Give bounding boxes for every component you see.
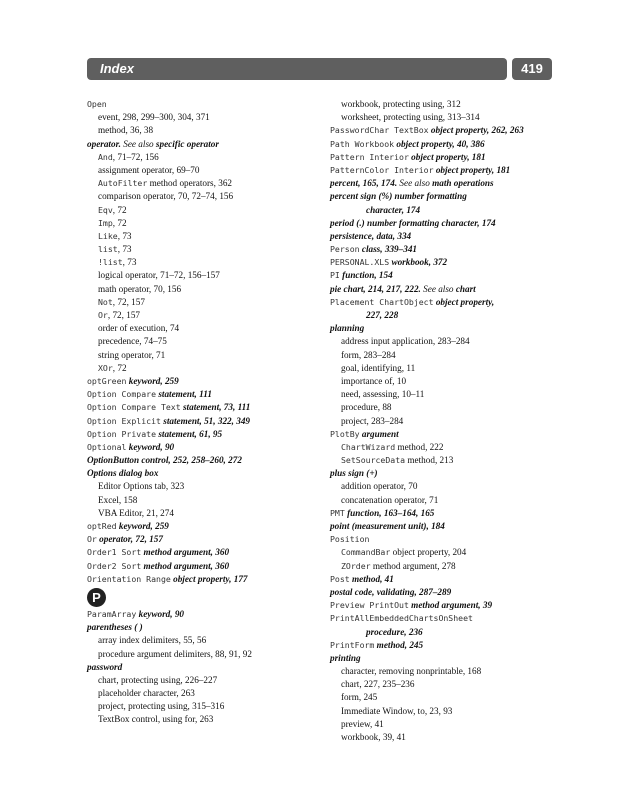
entry-text: Optional: [87, 441, 127, 452]
entry-text: need, assessing, 10–11: [341, 389, 425, 400]
entry-text: form, 283–284: [341, 349, 396, 360]
index-entry: [87, 608, 337, 621]
entry-text: period (.) number formatting character, 174: [330, 217, 496, 228]
entry-text: Eqv: [98, 204, 113, 215]
entry-text: addition operator, 70: [341, 481, 418, 492]
entry-text: math operator, 70, 156: [98, 283, 182, 294]
entry-text: Editor Options tab, 323: [98, 481, 185, 492]
index-entry: [330, 217, 580, 230]
entry-text: keyword, 90: [126, 441, 175, 452]
index-entry: [330, 533, 580, 546]
page-title: Index: [100, 61, 134, 76]
entry-text: operator, 72, 157: [96, 534, 163, 545]
index-subentry: [330, 309, 580, 322]
index-column-left: [87, 98, 337, 727]
index-subentry: [87, 296, 337, 309]
entry-text: Option Compare Text: [87, 402, 181, 413]
entry-text: plus sign (+): [330, 468, 378, 479]
entry-text: address input application, 283–284: [341, 336, 470, 347]
entry-text: OptionButton control, 252, 258–260, 272: [87, 455, 242, 466]
entry-text: statement, 51, 322, 349: [160, 415, 251, 426]
index-subentry: [330, 415, 580, 428]
index-subentry: [87, 111, 337, 124]
entry-text: planning: [330, 323, 365, 334]
index-entry: [87, 138, 337, 151]
entry-text: string operator, 71: [98, 349, 166, 360]
entry-text: Orientation Range: [87, 573, 171, 584]
index-entry: [330, 177, 580, 190]
entry-text: ChartWizard: [341, 441, 396, 452]
index-subentry: [330, 388, 580, 401]
entry-text: logical operator, 71–72, 156–157: [98, 270, 220, 281]
entry-text: Option Compare: [87, 389, 157, 400]
index-entry: [330, 599, 580, 612]
index-subentry: [330, 546, 580, 559]
entry-text: optRed: [87, 521, 117, 531]
entry-text: object property, 204: [390, 547, 467, 558]
entry-text: Options dialog box: [87, 468, 159, 479]
entry-text: Position: [330, 534, 370, 545]
entry-text: goal, identifying, 11: [341, 362, 416, 373]
index-subentry: [330, 98, 580, 111]
index-entry: [330, 256, 580, 269]
index-entry: [87, 388, 337, 401]
entry-text: PasswordChar TextBox: [330, 125, 429, 136]
entry-text: placeholder character, 263: [98, 688, 195, 699]
entry-text: importance of, 10: [341, 375, 407, 386]
index-entry: [330, 283, 580, 296]
index-subentry: [330, 626, 580, 639]
index-entry: [87, 520, 337, 533]
index-entry: [330, 520, 580, 533]
index-subentry: [87, 190, 337, 203]
entry-text: statement, 73, 111: [180, 402, 251, 413]
index-subentry: [330, 349, 580, 362]
entry-text: PlotBy: [330, 428, 360, 439]
index-subentry: [330, 494, 580, 507]
entry-text: method argument, 39: [408, 600, 493, 611]
entry-text: form, 245: [341, 692, 378, 703]
index-subentry: [87, 648, 337, 661]
index-subentry: [87, 164, 337, 177]
index-entry: [330, 164, 580, 177]
entry-text: VBA Editor, 21, 274: [98, 507, 174, 518]
index-entry: [87, 375, 337, 388]
entry-text: character, removing nonprintable, 168: [341, 666, 482, 677]
entry-text: array index delimiters, 55, 56: [98, 635, 207, 646]
page-number: 419: [521, 61, 543, 76]
index-subentry: [87, 269, 337, 282]
entry-text: object property, 181: [408, 151, 486, 162]
entry-text: Not: [98, 296, 113, 307]
entry-text: project, 283–284: [341, 415, 404, 426]
entry-text: PrintAllEmbeddedChartsOnSheet: [330, 613, 473, 624]
entry-text: method, 222: [395, 441, 444, 452]
index-subentry: [87, 349, 337, 362]
header-bar: [87, 58, 507, 80]
index-entry: [87, 454, 337, 467]
index-subentry: [87, 362, 337, 375]
index-subentry: [330, 454, 580, 467]
entry-text: Option Explicit: [87, 415, 161, 426]
index-entry: [87, 560, 337, 573]
index-entry: [330, 428, 580, 441]
entry-text: object property, 181: [433, 164, 511, 175]
entry-text: operator.: [87, 138, 121, 149]
entry-text: Person: [330, 244, 360, 255]
index-entry: [87, 467, 337, 480]
index-subentry: [330, 560, 580, 573]
entry-text: postal code, validating, 287–289: [330, 586, 452, 597]
index-subentry: [330, 362, 580, 375]
index-subentry: [330, 441, 580, 454]
index-entry: [330, 138, 580, 151]
entry-text: parentheses ( ): [87, 622, 143, 633]
entry-text: 227, 228: [366, 310, 399, 320]
entry-text: Post: [330, 573, 350, 584]
entry-text: Open: [87, 99, 107, 109]
index-subentry: [87, 243, 337, 256]
index-entry: [330, 190, 580, 203]
entry-text: , 72, 157: [107, 310, 141, 320]
index-subentry: [330, 665, 580, 678]
index-subentry: [87, 309, 337, 322]
index-subentry: [87, 124, 337, 137]
entry-text: chart, 227, 235–236: [341, 679, 415, 690]
entry-text: method argument, 278: [370, 560, 456, 571]
entry-text: character, 174: [366, 204, 421, 215]
index-entry: [330, 467, 580, 480]
entry-text: , 72: [112, 217, 127, 228]
index-subentry: [330, 731, 580, 744]
entry-text: event, 298, 299–300, 304, 371: [98, 112, 210, 123]
entry-text: statement, 111: [156, 389, 212, 400]
index-subentry: [87, 634, 337, 647]
index-subentry: [87, 204, 337, 217]
entry-text: optGreen: [87, 375, 127, 386]
entry-text: workbook, protecting using, 312: [341, 99, 461, 109]
entry-text: workbook, 372: [389, 257, 448, 268]
entry-text: , 72, 157: [112, 296, 145, 307]
entry-text: CommandBar: [341, 547, 391, 558]
entry-text: SetSourceData: [341, 455, 406, 466]
index-subentry: [330, 678, 580, 691]
entry-text: Option Private: [87, 428, 157, 439]
entry-text: XOr: [98, 362, 113, 373]
entry-text: , 71–72, 156: [112, 151, 159, 162]
entry-text: preview, 41: [341, 718, 384, 729]
entry-text: PMT: [330, 507, 345, 518]
index-entry: [330, 124, 580, 137]
index-entry: [87, 401, 337, 414]
entry-text: Path Workbook: [330, 138, 395, 149]
index-subentry: [330, 335, 580, 348]
index-subentry: [330, 705, 580, 718]
entry-text: method operators, 362: [147, 178, 233, 189]
entry-text: Order2 Sort: [87, 560, 142, 571]
entry-text: Imp: [98, 217, 113, 228]
index-entry: [330, 296, 580, 309]
index-entry: [330, 322, 580, 335]
entry-text: project, protecting using, 315–316: [98, 701, 225, 712]
entry-text: statement, 61, 95: [156, 428, 223, 439]
entry-text: keyword, 90: [136, 608, 185, 619]
entry-text: AutoFilter: [98, 178, 148, 189]
entry-text: PatternColor Interior: [330, 164, 434, 175]
index-subentry: [87, 230, 337, 243]
entry-text: specific operator: [155, 138, 219, 149]
index-entry: [87, 546, 337, 559]
entry-text: And: [98, 151, 113, 162]
entry-text: method, 213: [405, 455, 454, 466]
entry-text: , 73: [117, 244, 132, 255]
index-subentry: [87, 674, 337, 687]
entry-text: precedence, 74–75: [98, 336, 167, 347]
entry-text: Preview PrintOut: [330, 600, 409, 611]
entry-text: ZOrder: [341, 560, 371, 571]
entry-text: method argument, 360: [141, 547, 230, 558]
entry-text: method, 41: [349, 573, 394, 584]
entry-text: method, 36, 38: [98, 125, 154, 136]
index-entry: [330, 151, 580, 164]
entry-text: procedure, 236: [366, 626, 423, 637]
index-subentry: [87, 151, 337, 164]
entry-text: See also: [420, 283, 456, 294]
entry-text: comparison operator, 70, 72–74, 156: [98, 191, 234, 202]
entry-text: chart: [455, 283, 476, 294]
entry-text: , 72: [112, 204, 127, 215]
entry-text: Excel, 158: [98, 494, 138, 505]
index-entry: [87, 621, 337, 634]
entry-text: method, 245: [374, 639, 424, 650]
entry-text: chart, protecting using, 226–227: [98, 674, 218, 685]
entry-text: PI: [330, 270, 340, 281]
index-entry: [330, 243, 580, 256]
entry-text: !list: [98, 257, 123, 268]
page-number-box: [512, 58, 552, 80]
index-subentry: [87, 700, 337, 713]
index-subentry: [87, 713, 337, 726]
entry-text: Pattern Interior: [330, 151, 409, 162]
entry-text: order of execution, 74: [98, 323, 180, 334]
entry-text: Order1 Sort: [87, 547, 142, 558]
index-subentry: [87, 687, 337, 700]
index-subentry: [87, 480, 337, 493]
index-entry: [87, 428, 337, 441]
entry-text: object property, 177: [170, 573, 248, 584]
entry-text: ParamArray: [87, 608, 137, 619]
index-entry: [87, 573, 337, 586]
index-subentry: [330, 111, 580, 124]
index-entry: [330, 612, 580, 625]
entry-text: PrintForm: [330, 639, 375, 650]
index-entry: [87, 661, 337, 674]
index-subentry: [330, 204, 580, 217]
index-subentry: [87, 256, 337, 269]
entry-text: concatenation operator, 71: [341, 494, 439, 505]
index-subentry: [87, 335, 337, 348]
index-entry: [87, 441, 337, 454]
index-entry: [87, 98, 337, 111]
index-subentry: [87, 322, 337, 335]
index-subentry: [87, 177, 337, 190]
section-letter-badge: P: [87, 588, 106, 607]
index-subentry: [330, 480, 580, 493]
index-subentry: [330, 691, 580, 704]
entry-text: , 73: [122, 257, 137, 268]
entry-text: Placement ChartObject: [330, 296, 434, 307]
entry-text: class, 339–341: [359, 244, 417, 255]
entry-text: See also: [120, 138, 156, 149]
entry-text: percent, 165, 174.: [330, 178, 398, 189]
index-subentry: [87, 217, 337, 230]
index-entry: [330, 639, 580, 652]
entry-text: password: [87, 661, 123, 672]
entry-text: Or: [98, 310, 108, 320]
index-entry: [330, 269, 580, 282]
entry-text: pie chart, 214, 217, 222.: [330, 283, 421, 294]
entry-text: Or: [87, 534, 97, 545]
index-entry: [330, 230, 580, 243]
entry-text: persistence, data, 334: [330, 230, 412, 241]
entry-text: function, 154: [339, 270, 393, 281]
entry-text: object property, 262, 263: [428, 125, 524, 136]
entry-text: TextBox control, using for, 263: [98, 714, 214, 725]
entry-text: procedure, 88: [341, 402, 392, 413]
entry-text: math operations: [432, 178, 494, 189]
entry-text: list: [98, 244, 118, 255]
entry-text: object property,: [433, 296, 495, 307]
entry-text: object property, 40, 386: [394, 138, 485, 149]
entry-text: procedure argument delimiters, 88, 91, 92: [98, 648, 252, 659]
entry-text: , 73: [117, 230, 132, 241]
index-entry: [330, 507, 580, 520]
index-entry: [330, 652, 580, 665]
index-entry: [330, 573, 580, 586]
index-subentry: [87, 507, 337, 520]
index-subentry: [330, 718, 580, 731]
entry-text: printing: [330, 652, 361, 663]
index-entry: [330, 586, 580, 599]
index-entry: [87, 533, 337, 546]
entry-text: method argument, 360: [141, 560, 230, 571]
entry-text: PERSONAL.XLS: [330, 257, 390, 268]
entry-text: percent sign (%) number formatting: [330, 191, 467, 202]
entry-text: keyword, 259: [126, 375, 179, 386]
index-subentry: [87, 283, 337, 296]
entry-text: worksheet, protecting using, 313–314: [341, 112, 480, 123]
entry-text: , 72: [112, 362, 127, 373]
entry-text: Immediate Window, to, 23, 93: [341, 705, 453, 716]
index-subentry: [87, 494, 337, 507]
entry-text: See also: [397, 178, 433, 189]
entry-text: workbook, 39, 41: [341, 732, 406, 742]
index-column-right: [330, 98, 580, 744]
index-subentry: [330, 375, 580, 388]
entry-text: assignment operator, 69–70: [98, 164, 200, 175]
section-letter-heading: [87, 586, 337, 608]
index-subentry: [330, 401, 580, 414]
entry-text: argument: [359, 428, 399, 439]
entry-text: keyword, 259: [116, 521, 169, 531]
entry-text: Like: [98, 230, 118, 241]
entry-text: function, 163–164, 165: [344, 507, 435, 518]
index-entry: [87, 415, 337, 428]
entry-text: point (measurement unit), 184: [330, 521, 445, 531]
